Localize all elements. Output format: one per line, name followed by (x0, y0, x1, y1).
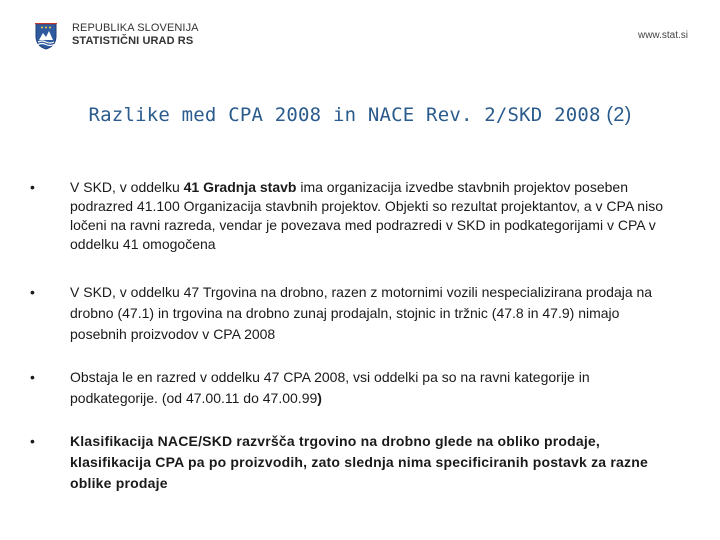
slovenia-coat-of-arms-icon (34, 22, 58, 50)
bullet-1-post: ima organizacija izvedbe stavbnih projektov poseben podrazred 41.100 Organizacija stavbnih projektov. Objekti so rezultat projektantov, a v CPA niso ločeni na ravni razreda, vendar je povezava med podrazredi v SKD in podkategorijami v CPA v oddelku 41 omogočena (70, 179, 663, 252)
bullet-item (30, 178, 680, 254)
bullet-item (30, 431, 680, 494)
bullet-3-text: Obstaja le en razred v oddelku 47 CPA 2008, vsi oddelki pa so na ravni kategorije in podkategorije. (od 47.00.11 do 47.00.99 (70, 369, 590, 406)
bullet-list (30, 178, 680, 494)
slide-title (0, 104, 720, 127)
org-line-1: REPUBLIKA SLOVENIJA (72, 22, 199, 34)
bullet-text (70, 369, 590, 406)
title-main: Razlike med CPA 2008 in NACE Rev. 2/SKD 2008 (88, 104, 601, 126)
organization-name (72, 22, 199, 48)
slide-header (0, 0, 720, 70)
bullet-item (30, 367, 680, 409)
website-url: www.stat.si (637, 30, 688, 41)
bullet-marker: • (30, 284, 35, 300)
bullet-1-pre: V SKD, v oddelku (70, 179, 184, 195)
bullet-item (30, 282, 680, 345)
bullet-marker: • (30, 433, 36, 449)
bullet-marker: • (30, 369, 35, 385)
bullet-1-bold: 41 Gradnja stavb (183, 179, 297, 195)
bullet-text (70, 179, 663, 252)
org-line-2: STATISTIČNI URAD RS (72, 35, 194, 47)
bullet-3-bold-end: ) (317, 390, 322, 406)
bullet-4-bold: Klasifikacija NACE/SKD razvršča trgovino na drobno glede na obliko prodaje, klasifikacija CPA pa po proizvodih, zato slednja nima specificiranih postavk za razne oblike prodaje (70, 433, 648, 491)
bullet-marker: • (30, 179, 35, 195)
bullet-2-text: V SKD, v oddelku 47 Trgovina na drobno, razen z motornimi vozili nespecializirana prodaja na drobno (47.1) in trgovina na drobno zunaj prodajaln, stojnic in tržnic (47.8 in 47.9) nimajo posebnih proizvodov v CPA 2008 (70, 284, 653, 342)
title-suffix: (2) (600, 104, 632, 126)
